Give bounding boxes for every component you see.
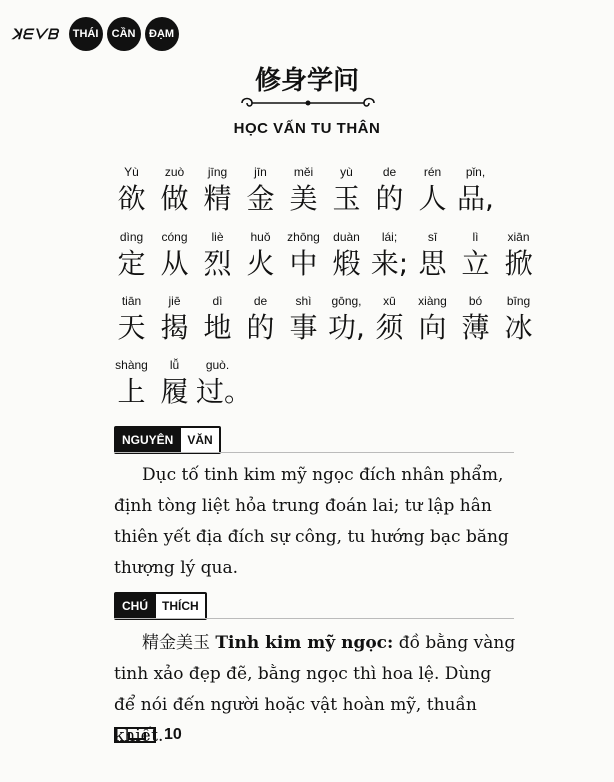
hanzi: 须 [375, 311, 404, 344]
verse-cell [153, 358, 196, 410]
verse-cell [368, 230, 411, 282]
verse-cell [110, 230, 153, 282]
hanzi: 履 [160, 375, 189, 408]
verse-cell [497, 230, 540, 282]
hanzi: 欲 [117, 182, 146, 215]
pinyin: jiē [168, 294, 181, 308]
pinyin: pǐn, [465, 165, 486, 179]
header-circle-2: CẦN [107, 17, 141, 51]
pinyin: zuò [164, 165, 185, 179]
hanzi: 地 [203, 311, 232, 344]
chapter-title-chinese: 修身学问 [254, 66, 359, 96]
verse-cell [153, 230, 196, 282]
annotation-term: Tinh kim mỹ ngọc: [215, 633, 394, 653]
pinyin: yù [340, 165, 353, 179]
hanzi: 事 [289, 311, 318, 344]
pinyin: shàng [115, 358, 148, 372]
verse-cell [196, 294, 239, 346]
verse-cell [110, 165, 153, 217]
verse-cell [325, 294, 368, 346]
hanzi: 做 [160, 182, 189, 215]
header-circle-1: THÁI [69, 17, 103, 51]
pinyin: gōng, [331, 294, 362, 308]
pinyin: duàn [333, 230, 360, 244]
header-circle-3: ĐẠM [145, 17, 179, 51]
verse-line [110, 165, 497, 217]
label-part-a: CHÚ [116, 594, 154, 618]
hanzi: 金 [246, 182, 275, 215]
ornament-divider-icon [238, 96, 378, 110]
pinyin: bīng [506, 294, 531, 308]
pinyin: xū [383, 294, 396, 308]
annotation-chinese-term: 精金美玉 [142, 633, 210, 653]
verse-cell [411, 294, 454, 346]
hanzi: 思 [418, 247, 447, 280]
pinyin: sī [427, 230, 438, 244]
hanzi: 从 [160, 247, 189, 280]
verse-cell [325, 230, 368, 282]
verse-cell [239, 294, 282, 346]
hanzi: 烈 [203, 247, 232, 280]
hanzi: 薄 [461, 311, 490, 344]
label-part-b: THÍCH [154, 594, 205, 618]
verse-cell [110, 294, 153, 346]
pinyin: de [382, 165, 397, 179]
pinyin: lái; [381, 230, 398, 244]
verse-cell [454, 165, 497, 217]
page-number: 10 [164, 726, 182, 743]
hanzi: 玉 [332, 182, 361, 215]
hanzi: 中 [289, 247, 318, 280]
pinyin: jīn [254, 165, 267, 179]
pinyin: shì [295, 294, 312, 308]
verse-line [110, 294, 540, 346]
pinyin: liè [211, 230, 224, 244]
pinyin: lì [472, 230, 479, 244]
pinyin: guò. [205, 358, 230, 372]
verse-cell [239, 230, 282, 282]
verse-cell [454, 294, 497, 346]
verse-cell [411, 230, 454, 282]
series-brand: ꓘᗴᐯᗷ [12, 25, 59, 42]
transliteration-paragraph [114, 460, 516, 584]
transliteration-text: Dục tố tinh kim mỹ ngọc đích nhân phẩm, định tòng liệt hỏa trung đoán lai; tư lập hân thiên yết địa đích sự công, tu hướng bạc băng thượng lý qua. [114, 465, 509, 578]
annotation-text: đồ bằng vàng tinh xảo đẹp đẽ, bằng ngọc thì hoa lệ. Dùng để nói đến người hoặc vật hoàn mỹ, thuần khiết. [114, 633, 516, 746]
hanzi: 来; [370, 247, 409, 280]
pinyin: měi [293, 165, 314, 179]
verse-cell [282, 294, 325, 346]
pinyin: bó [468, 294, 483, 308]
verse-cell [196, 165, 239, 217]
hanzi: 掀 [504, 247, 533, 280]
verse-cell [110, 358, 153, 410]
hanzi: 人 [418, 182, 447, 215]
pinyin: de [253, 294, 268, 308]
label-part-b: VĂN [179, 428, 218, 452]
label-part-a: NGUYÊN [116, 428, 179, 452]
verse-line [110, 358, 253, 410]
pinyin: cóng [161, 230, 188, 244]
pinyin: xiàng [418, 294, 447, 308]
hanzi: 精 [203, 182, 232, 215]
pinyin: zhōng [287, 230, 320, 244]
hanzi: 的 [246, 311, 275, 344]
verse-cell [454, 230, 497, 282]
hanzi: 定 [117, 247, 146, 280]
verse-cell [282, 230, 325, 282]
divider [114, 452, 514, 453]
pinyin: tiān [121, 294, 142, 308]
chapter-title-vietnamese: HỌC VẤN TU THÂN [233, 120, 381, 137]
pinyin: dìng [119, 230, 144, 244]
pinyin: huǒ [250, 230, 271, 244]
hanzi: 冰 [504, 311, 533, 344]
verse-cell [368, 165, 411, 217]
verse-cell [325, 165, 368, 217]
pinyin: dì [212, 294, 223, 308]
hanzi: 煅 [332, 247, 361, 280]
verse-cell [497, 294, 540, 346]
hanzi: 品, [457, 182, 494, 215]
hanzi: 火 [246, 247, 275, 280]
annotation-label [114, 592, 207, 620]
verse-cell [153, 165, 196, 217]
verse-cell [282, 165, 325, 217]
hanzi: 上 [117, 375, 146, 408]
hanzi: 的 [375, 182, 404, 215]
pinyin: rén [423, 165, 442, 179]
verse-cell [196, 358, 253, 410]
original-text-label [114, 426, 221, 454]
pinyin: Yù [124, 165, 139, 179]
verse-cell [153, 294, 196, 346]
hanzi: 天 [117, 311, 146, 344]
page-header [12, 14, 183, 54]
hanzi: 美 [289, 182, 318, 215]
pinyin: jīng [207, 165, 228, 179]
pinyin: lǚ [169, 358, 180, 372]
hanzi: 过。 [196, 375, 253, 408]
divider [114, 618, 514, 619]
hanzi: 功, [328, 311, 365, 344]
hanzi: 立 [461, 247, 490, 280]
greek-key-icon [114, 727, 156, 743]
hanzi: 向 [418, 311, 447, 344]
verse-cell [239, 165, 282, 217]
hanzi: 揭 [160, 311, 189, 344]
verse-cell [368, 294, 411, 346]
verse-cell [411, 165, 454, 217]
verse-line [110, 230, 540, 282]
page-footer [114, 726, 182, 744]
pinyin: xiān [507, 230, 530, 244]
verse-cell [196, 230, 239, 282]
